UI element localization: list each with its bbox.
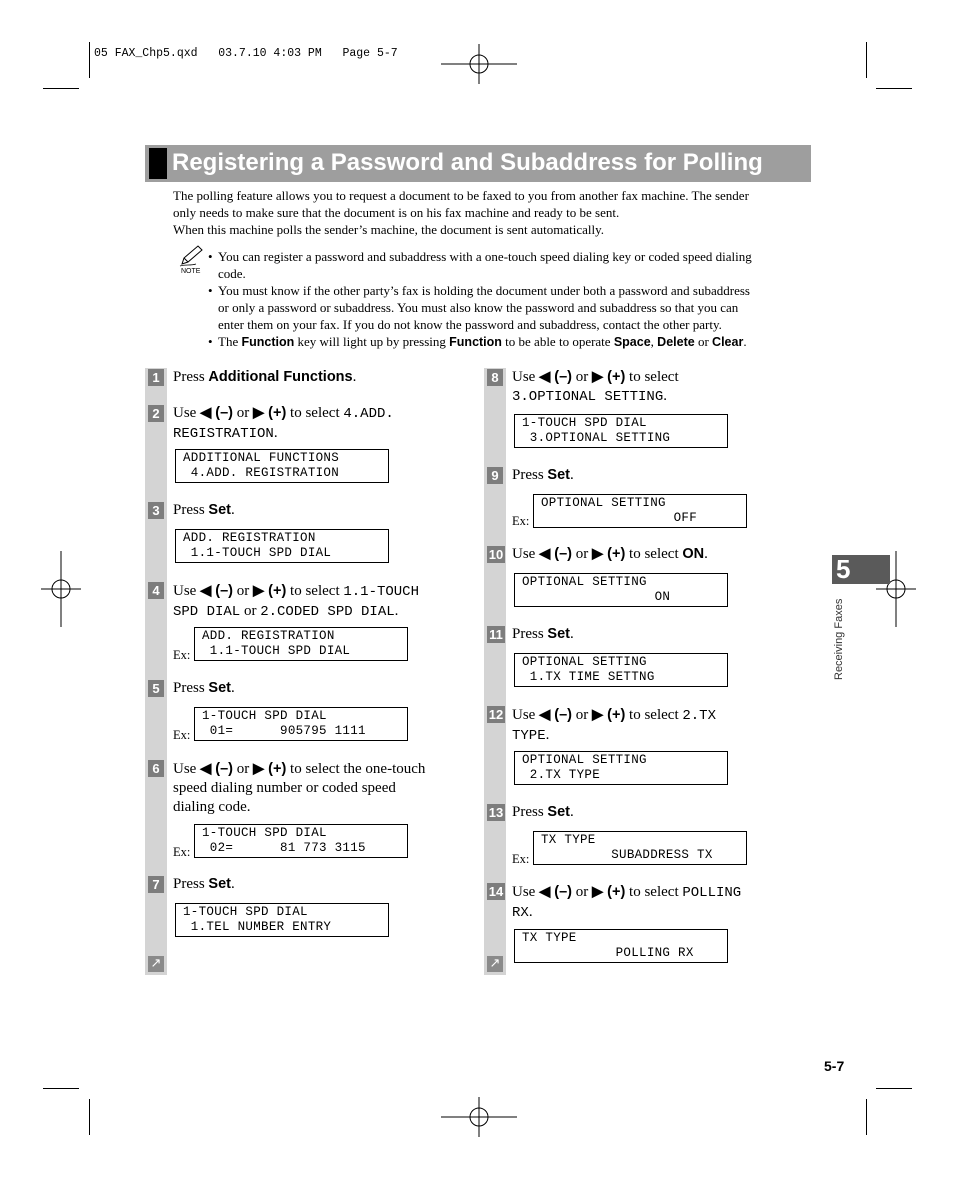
step-number: 12 (488, 707, 504, 722)
lcd-display: 1-TOUCH SPD DIAL 1.TEL NUMBER ENTRY (175, 903, 389, 937)
step-2-text: Use ◀ (–) or ▶ (+) to select 4.ADD. REGISTRATION. (173, 405, 394, 442)
lcd-display: ADD. REGISTRATION 1.1-TOUCH SPD DIAL (175, 529, 389, 563)
chapter-tab (832, 555, 890, 584)
step-7-text: Press Set. (173, 876, 235, 892)
step-number: 3 (148, 502, 164, 519)
example-label: Ex: (512, 514, 530, 528)
note-list (208, 248, 808, 351)
lcd-display: TX TYPE POLLING RX (514, 929, 728, 963)
step-number: 13 (488, 805, 504, 820)
note-pencil-icon (178, 244, 208, 268)
registration-mark-icon (441, 1097, 517, 1137)
lcd-display: ADDITIONAL FUNCTIONS 4.ADD. REGISTRATION (175, 449, 389, 483)
lcd-display: OPTIONAL SETTING ON (514, 573, 728, 607)
step-11-text: Press Set. (512, 626, 574, 642)
intro-line: only needs to make sure that the document is on his fax machine and ready to be sent. (173, 205, 620, 220)
lcd-display: OPTIONAL SETTING 2.TX TYPE (514, 751, 728, 785)
step-12-text: Use ◀ (–) or ▶ (+) to select 2.TX TYPE. (512, 707, 716, 744)
intro-line: When this machine polls the sender’s machine, the document is sent automatically. (173, 222, 605, 237)
example-label: Ex: (173, 845, 191, 859)
note-label: NOTE (181, 268, 201, 275)
step-number: 7 (148, 876, 164, 893)
continue-arrow-icon: ↗ (148, 956, 164, 972)
note-item: • You must know if the other party’s fax is holding the document under both a password and subaddress or only a password or subaddress. You must also know the password and subaddress so that you can enter them on your fax. If you do not know the password and subaddress, contact the other party. (208, 283, 750, 332)
file-slug: 05 FAX_Chp5.qxd 03.7.10 4:03 PM Page 5-7 (94, 47, 398, 60)
intro-line: The polling feature allows you to request a document to be faxed to you from another fax machine. The sender (173, 188, 749, 203)
step-1-text: Press Additional Functions. (173, 369, 357, 385)
title-bar (145, 145, 811, 182)
step-13-text: Press Set. (512, 804, 574, 820)
step-3-text: Press Set. (173, 502, 235, 518)
example-label: Ex: (173, 648, 191, 662)
registration-mark-icon (441, 44, 517, 84)
step-number: 1 (148, 369, 164, 386)
step-number: 8 (487, 369, 503, 386)
step-number: 2 (148, 405, 164, 422)
step-number: 5 (148, 680, 164, 697)
lcd-display: 1-TOUCH SPD DIAL 02= 81 773 3115 (194, 824, 408, 858)
continue-arrow-icon: ↗ (487, 956, 503, 972)
lcd-display: TX TYPE SUBADDRESS TX (533, 831, 747, 865)
step-9-text: Press Set. (512, 467, 574, 483)
step-10-text: Use ◀ (–) or ▶ (+) to select ON. (512, 546, 708, 562)
step-number: 14 (488, 884, 504, 899)
crop-mark (89, 1099, 90, 1135)
lcd-display: OPTIONAL SETTING 1.TX TIME SETTNG (514, 653, 728, 687)
step-number: 4 (148, 582, 164, 599)
crop-mark (43, 1088, 79, 1089)
step-number: 6 (148, 760, 164, 777)
lcd-display: 1-TOUCH SPD DIAL 01= 905795 1111 (194, 707, 408, 741)
crop-mark (876, 1088, 912, 1089)
step-4-text: Use ◀ (–) or ▶ (+) to select 1.1-TOUCH SPD DIAL or 2.CODED SPD DIAL. (173, 583, 419, 620)
step-number: 11 (487, 626, 505, 643)
crop-mark (876, 88, 912, 89)
chapter-label: Receiving Faxes (833, 598, 845, 680)
chapter-number: 5 (836, 554, 851, 584)
lcd-display: ADD. REGISTRATION 1.1-TOUCH SPD DIAL (194, 627, 408, 661)
example-label: Ex: (173, 728, 191, 742)
page-title: Registering a Password and Subaddress for Polling (172, 149, 763, 176)
intro-paragraph (173, 187, 749, 238)
crop-mark (89, 42, 90, 78)
step-14-text: Use ◀ (–) or ▶ (+) to select POLLING RX. (512, 884, 742, 921)
crop-mark (43, 88, 79, 89)
note-item: • You can register a password and subaddress with a one-touch speed dialing key or coded speed dialing code. (208, 249, 752, 281)
step-6-text: Use ◀ (–) or ▶ (+) to select the one-touch speed dialing number or coded speed dialing code. (173, 761, 426, 815)
example-label: Ex: (512, 852, 530, 866)
page-number: 5-7 (824, 1058, 845, 1074)
note-item: • The Function key will light up by pressing Function to be able to operate Space, Delete or Clear. (208, 334, 747, 349)
lcd-display: OPTIONAL SETTING OFF (533, 494, 747, 528)
step-8-text: Use ◀ (–) or ▶ (+) to select 3.OPTIONAL SETTING. (512, 369, 679, 405)
registration-mark-icon (41, 551, 81, 627)
step-number: 9 (487, 467, 503, 484)
crop-mark (866, 42, 867, 78)
step-number: 10 (488, 547, 504, 562)
step-5-text: Press Set. (173, 680, 235, 696)
crop-mark (866, 1099, 867, 1135)
title-marker (149, 148, 167, 179)
lcd-display: 1-TOUCH SPD DIAL 3.OPTIONAL SETTING (514, 414, 728, 448)
